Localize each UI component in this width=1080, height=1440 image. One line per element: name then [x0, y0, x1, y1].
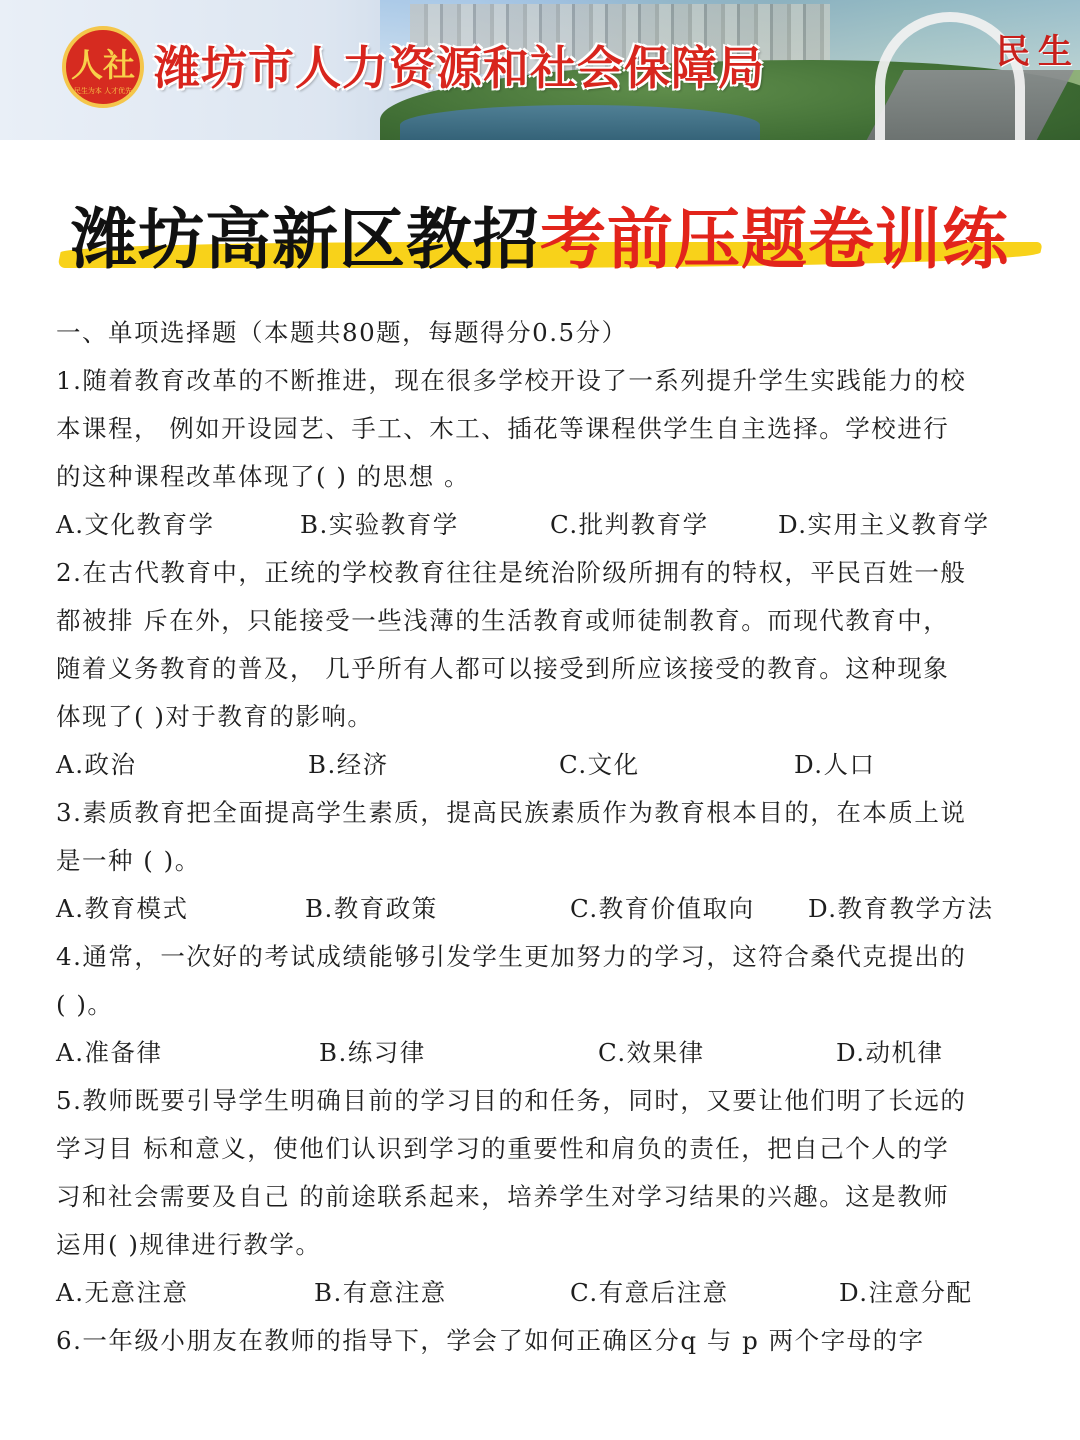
- question-4-line-1: 4.通常，一次好的考试成绩能够引发学生更加努力的学习，这符合桑代克提出的: [56, 942, 967, 971]
- option-d: D.动机律: [836, 1038, 944, 1067]
- question-5-line-3: 习和社会需要及自己 的前途联系起来，培养学生对学习结果的兴趣。这是教师: [56, 1182, 950, 1211]
- logo-glyph: 人社: [70, 46, 135, 84]
- option-b: B.有意注意: [314, 1278, 447, 1307]
- option-d: D.实用主义教育学: [778, 510, 990, 539]
- logo-icon: [62, 26, 144, 108]
- question-5-line-1: 5.教师既要引导学生明确目前的学习目的和任务，同时，又要让他们明了长远的: [56, 1086, 967, 1115]
- page-title: [0, 186, 1080, 281]
- option-a: A.政治: [56, 750, 137, 779]
- option-d: D.教育教学方法: [808, 894, 994, 923]
- option-c: C.教育价值取向: [570, 894, 755, 923]
- option-a: A.无意注意: [56, 1278, 189, 1307]
- option-c: C.文化: [559, 750, 640, 779]
- option-a: A.教育模式: [56, 894, 189, 923]
- option-b: B.练习律: [319, 1038, 426, 1067]
- option-d: D.人口: [794, 750, 876, 779]
- question-2-line-2: 都被排 斥在外，只能接受一些浅薄的生活教育或师徒制教育。而现代教育中，: [56, 606, 950, 635]
- question-6-line-1: 6.一年级小朋友在教师的指导下，学会了如何正确区分q 与 p 两个字母的字: [56, 1326, 925, 1355]
- org-name: 潍坊市人力资源和社会保障局: [154, 41, 765, 95]
- question-2-line-3: 随着义务教育的普及， 几乎所有人都可以接受到所应该接受的教育。这种现象: [56, 654, 950, 683]
- question-1-options: [56, 501, 1036, 549]
- option-a: A.文化教育学: [56, 510, 215, 539]
- question-2-line-4: 体现了( )对于教育的影响。: [56, 702, 374, 731]
- question-3-options: [56, 885, 1036, 933]
- banner-water: [400, 105, 760, 140]
- question-3-line-2: 是一种 ( )。: [56, 846, 201, 875]
- banner-tag: 民生: [996, 32, 1080, 72]
- question-content: [56, 309, 1036, 1365]
- question-1-line-2: 本课程， 例如开设园艺、手工、木工、插花等课程供学生自主选择。学校进行: [56, 414, 950, 443]
- header-banner: [0, 0, 1080, 140]
- option-c: C.效果律: [598, 1038, 705, 1067]
- question-5-line-4: 运用( )规律进行教学。: [56, 1230, 322, 1259]
- question-1-line-3: 的这种课程改革体现了( ) 的思想 。: [56, 462, 470, 491]
- title-black: 潍坊高新区教招: [71, 201, 540, 278]
- logo-subtext: 民生为本 人才优先: [73, 87, 133, 95]
- question-4-options: [56, 1029, 1036, 1077]
- option-b: B.教育政策: [305, 894, 438, 923]
- title-red: 考前压题卷训练: [540, 201, 1009, 278]
- option-b: B.经济: [308, 750, 389, 779]
- question-2-line-1: 2.在古代教育中，正统的学校教育往往是统治阶级所拥有的特权，平民百姓一般: [56, 558, 967, 587]
- question-3-line-1: 3.素质教育把全面提高学生素质，提高民族素质作为教育根本目的，在本质上说: [56, 798, 967, 827]
- question-4-line-2: ( )。: [56, 990, 114, 1019]
- section-heading: 一、单项选择题（本题共80题，每题得分0.5分）: [56, 318, 628, 347]
- option-d: D.注意分配: [839, 1278, 973, 1307]
- question-5-line-2: 学习目 标和意义，使他们认识到学习的重要性和肩负的责任，把自己个人的学: [56, 1134, 950, 1163]
- question-5-options: [56, 1269, 1036, 1317]
- option-b: B.实验教育学: [300, 510, 459, 539]
- option-a: A.准备律: [56, 1038, 163, 1067]
- question-2-options: [56, 741, 1036, 789]
- option-c: C.有意后注意: [570, 1278, 729, 1307]
- question-1-line-1: 1.随着教育改革的不断推进，现在很多学校开设了一系列提升学生实践能力的校: [56, 366, 967, 395]
- option-c: C.批判教育学: [550, 510, 709, 539]
